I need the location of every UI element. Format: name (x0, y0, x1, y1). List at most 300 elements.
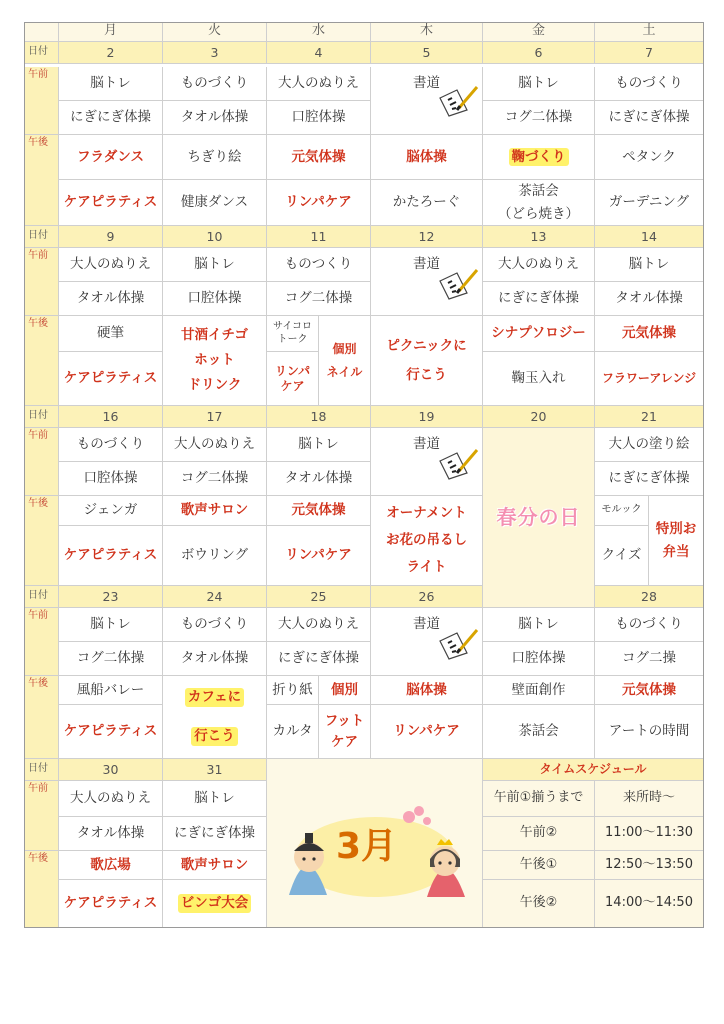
w3-shodo-text: 書道 (413, 436, 440, 452)
schedule-time-2 (595, 851, 704, 880)
w3-pm2-0-text: ケアピラティス (63, 547, 158, 564)
w3-am1-1-text: 大人のぬりえ (174, 436, 255, 453)
date-3-2 (267, 586, 371, 608)
date-2-4-text: 20 (530, 408, 547, 424)
date-3-0-text: 23 (102, 588, 119, 604)
w3-moruk-text-0: モルック (601, 504, 642, 516)
w4-foot-text-0: フット (324, 712, 365, 729)
plum-blossom-icon (403, 806, 431, 825)
am-label-3 (24, 608, 59, 676)
w3-pm1-0 (59, 496, 163, 526)
w3-am2-2 (267, 462, 371, 496)
date-2-5-text: 21 (641, 408, 657, 424)
w2-pm1-4 (483, 316, 595, 352)
w1-pm1-0-text: フラダンス (76, 148, 145, 165)
w4-am1-0 (59, 608, 163, 642)
w2-shodo-text: 書道 (413, 256, 440, 272)
w3-am1-2-text: 脳トレ (298, 436, 339, 453)
date-label-1-text: 日付 (28, 230, 48, 242)
date-0-5-text: 7 (645, 44, 653, 60)
schedule-label-2-text-0: 午後① (519, 856, 558, 872)
w4-karuta-text-0: カルタ (272, 723, 313, 740)
w1-am2-5 (595, 101, 704, 135)
w1-am1-5 (595, 67, 704, 101)
w1-pm2-4 (483, 180, 595, 226)
w1-pm1-5 (595, 135, 704, 180)
w2-am2-5 (595, 282, 704, 316)
date-2-0-text: 16 (102, 408, 119, 424)
w1-pm2-5 (595, 180, 704, 226)
w1-pm1-2-text: 元気体操 (291, 148, 346, 165)
w1-am2-2-text: 口腔体操 (291, 109, 346, 126)
w1-pm1-2 (267, 135, 371, 180)
date-2-5 (595, 406, 704, 428)
w5-am2-1 (163, 817, 267, 851)
w2-picnic-line-0: ピクニックに (386, 337, 467, 354)
w3-am1-0 (59, 428, 163, 462)
pm-label-3 (24, 676, 59, 759)
date-2-3 (371, 406, 483, 428)
w2-am1-1 (163, 248, 267, 282)
date-4-1 (163, 759, 267, 781)
date-3-5-text: 28 (641, 588, 657, 604)
w4-am1-4-text: 脳トレ (518, 616, 559, 633)
calendar-grid (24, 22, 704, 928)
date-2-3-text: 19 (418, 408, 435, 424)
w5-pm2-0 (59, 880, 163, 928)
w1-pm1-4-text: 鞠づくり (509, 148, 569, 167)
w1-am1-4-text: 脳トレ (518, 75, 559, 92)
day-header-5-text: 土 (642, 23, 656, 39)
w2-rinpa-text-0: リンパ (274, 363, 311, 378)
am-label-2 (24, 428, 59, 496)
w5-am1-0 (59, 781, 163, 817)
schedule-label-0-text-0: 午前①揃うまで (493, 790, 584, 806)
w3-am2-5-text: にぎにぎ体操 (608, 470, 690, 487)
w5-am1-1 (163, 781, 267, 817)
date-3-1 (163, 586, 267, 608)
pm-label-4 (24, 851, 59, 928)
w1-pm2-2 (267, 180, 371, 226)
w3-am1-5 (595, 428, 704, 462)
w3-am1-1 (163, 428, 267, 462)
w4-cafe-line-1: 行こう (191, 727, 238, 746)
w3-pm1-1-text: 歌声サロン (180, 502, 249, 519)
w1-shodo-text: 書道 (413, 75, 440, 91)
w5-am1-0-text: 大人のぬりえ (70, 790, 151, 807)
w5-pm2-0-text: ケアピラティス (63, 895, 158, 912)
w3-pm1-1 (163, 496, 267, 526)
w4-foot-text-1: ケア (331, 733, 358, 750)
schedule-title-text-0: タイムスケジュール (539, 762, 647, 776)
date-2-1-text: 17 (206, 408, 223, 424)
w3-ornament-line-2: ライト (406, 558, 447, 575)
schedule-label-1-text-0: 午前② (519, 825, 558, 841)
w2-pm2-4 (483, 352, 595, 406)
holiday-label: 春分の日 (496, 505, 581, 529)
date-3-2-text: 25 (310, 588, 327, 604)
w2-am2-4-text: にぎにぎ体操 (498, 290, 579, 307)
w2-pm2-0-text: ケアピラティス (63, 370, 158, 387)
w4-pm2-0-text: ケアピラティス (63, 723, 158, 740)
w5-am2-0 (59, 817, 163, 851)
w2-saikoro (267, 316, 319, 352)
w1-pm2-1-text: 健康ダンス (180, 194, 249, 211)
date-0-1-text: 3 (210, 44, 219, 60)
w1-pm1-5-text: ペタンク (622, 148, 676, 165)
schedule-time-3-text-0: 14:00〜14:50 (605, 895, 693, 911)
date-0-0-text: 2 (106, 44, 115, 60)
am-label-4-text: 午前 (28, 783, 48, 794)
w1-am2-2 (267, 101, 371, 135)
w1-am1-1-text: ものづくり (180, 75, 249, 92)
am-label-2-text: 午前 (28, 430, 48, 441)
w5-am2-1-text: にぎにぎ体操 (174, 825, 255, 842)
w3-ornament (371, 496, 483, 586)
schedule-title (483, 759, 704, 781)
date-2-2 (267, 406, 371, 428)
w3-pm1-2 (267, 496, 371, 526)
w4-am1-5-text: ものづくり (615, 616, 683, 633)
pm-label-1-text: 午後 (28, 318, 48, 329)
brush-icon (437, 84, 481, 122)
day-header-2 (267, 22, 371, 42)
w4-pm2-5-text: アートの時間 (608, 723, 690, 740)
w5-pm1-0-text: 歌広場 (90, 856, 131, 873)
day-header-3 (371, 22, 483, 42)
w1-pm2-2-text: リンパケア (285, 194, 352, 211)
date-3-1-text: 24 (206, 588, 223, 604)
w4-pm1-4-text: 壁面創作 (511, 681, 566, 698)
w2-amazake-line-1: ホット (194, 352, 235, 369)
w4-pm1-5 (595, 676, 704, 705)
w4-am2-5 (595, 642, 704, 676)
schedule-label-0 (483, 781, 595, 817)
w1-pm2-3 (371, 180, 483, 226)
w2-kobetsu-text-0: 個別 (332, 341, 357, 356)
w2-amazake (163, 316, 267, 406)
w4-pm2-3 (371, 705, 483, 759)
w2-pm1-4-text: シナプソロジー (491, 325, 586, 342)
date-label-0 (24, 42, 59, 64)
w2-pm1-0-text: 硬筆 (97, 325, 124, 342)
day-header-0 (59, 22, 163, 42)
w3-am2-0 (59, 462, 163, 496)
date-label-1 (24, 226, 59, 248)
w2-pm2-5 (595, 352, 704, 406)
w1-pm1-0 (59, 135, 163, 180)
w1-pm1-3-text: 脳体操 (406, 148, 447, 165)
date-0-0 (59, 42, 163, 64)
am-label-0-text: 午前 (28, 69, 48, 80)
w2-amazake-line-2: ドリンク (187, 376, 242, 393)
corner-cell (24, 22, 59, 42)
date-1-4 (483, 226, 595, 248)
w1-am1-2-text: 大人のぬりえ (278, 75, 359, 92)
w2-saikoro-text-1: トーク (277, 333, 308, 345)
w4-am2-5-text: コグ二操 (622, 650, 676, 667)
schedule-time-2-text-0: 12:50〜13:50 (605, 856, 693, 872)
date-3-3 (371, 586, 483, 608)
date-1-0 (59, 226, 163, 248)
w2-am1-5-text: 脳トレ (628, 256, 670, 273)
date-label-2 (24, 406, 59, 428)
date-3-5 (595, 586, 704, 608)
am-label-3-text: 午前 (28, 610, 48, 621)
date-label-2-text: 日付 (28, 410, 48, 422)
schedule-label-2 (483, 851, 595, 880)
w1-am1-5-text: ものづくり (615, 75, 683, 92)
date-0-4-text: 6 (534, 44, 543, 60)
date-1-1 (163, 226, 267, 248)
w3-pm2-1 (163, 526, 267, 586)
w4-pm1-3-text: 脳体操 (406, 681, 447, 698)
w3-pm2-1-text: ボウリング (180, 547, 249, 564)
w4-am2-4 (483, 642, 595, 676)
w4-pm1-5-text: 元気体操 (622, 681, 676, 698)
date-1-5-text: 14 (641, 228, 657, 244)
date-label-0-text: 日付 (28, 46, 48, 58)
schedule-time-1 (595, 817, 704, 851)
month-title: 3月 (336, 826, 398, 867)
w3-am1-0-text: ものづくり (76, 436, 145, 453)
w2-pm2-0 (59, 352, 163, 406)
w1-am2-0 (59, 101, 163, 135)
w2-am2-1-text: 口腔体操 (187, 290, 242, 307)
schedule-label-3 (483, 880, 595, 928)
w3-ornament-line-0: オーナメント (386, 505, 467, 522)
w1-pm2-4-line-1: （どら焼き） (498, 205, 579, 222)
w4-karuta (267, 705, 319, 759)
w2-pm1-5 (595, 316, 704, 352)
w3-am1-2 (267, 428, 371, 462)
date-0-3-text: 5 (422, 44, 431, 60)
date-2-2-text: 18 (310, 408, 327, 424)
date-4-0-text: 30 (102, 761, 119, 777)
w3-pm2-2-text: リンパケア (285, 547, 352, 564)
date-0-5 (595, 42, 704, 64)
schedule-time-3 (595, 880, 704, 928)
schedule-time-0 (595, 781, 704, 817)
date-4-1-text: 31 (206, 761, 223, 777)
day-header-0-text: 月 (103, 23, 117, 39)
w2-am2-0 (59, 282, 163, 316)
w2-am1-0 (59, 248, 163, 282)
day-header-3-text: 木 (419, 23, 433, 39)
w5-pm2-1 (163, 880, 267, 928)
w4-pm2-0 (59, 705, 163, 759)
w4-am1-4 (483, 608, 595, 642)
w2-kobetsu-text-1: ネイル (326, 364, 363, 379)
w3-pm2-0 (59, 526, 163, 586)
date-0-1 (163, 42, 267, 64)
w1-pm1-4 (483, 135, 595, 180)
w3-pm1-2-text: 元気体操 (291, 502, 346, 519)
w1-pm2-0-text: ケアピラティス (63, 194, 158, 211)
w1-am1-0-text: 脳トレ (90, 75, 131, 92)
w3-bento (649, 496, 704, 586)
w2-pm1-0 (59, 316, 163, 352)
w4-am1-2-text: 大人のぬりえ (278, 616, 359, 633)
date-0-4 (483, 42, 595, 64)
w3-am2-5 (595, 462, 704, 496)
w3-holiday-cell (483, 428, 595, 608)
w4-cafe (163, 676, 267, 759)
w4-am2-2 (267, 642, 371, 676)
w4-am1-5 (595, 608, 704, 642)
w4-kobetsu (319, 676, 371, 705)
date-label-3 (24, 586, 59, 608)
pm-label-2 (24, 496, 59, 586)
am-label-0 (24, 67, 59, 135)
w1-pm2-1 (163, 180, 267, 226)
date-1-3-text: 12 (418, 228, 435, 244)
date-0-2 (267, 42, 371, 64)
w1-am2-4 (483, 101, 595, 135)
date-0-2-text: 4 (314, 44, 323, 60)
w4-pm1-0 (59, 676, 163, 705)
date-1-1-text: 10 (206, 228, 223, 244)
w4-pm2-4 (483, 705, 595, 759)
w1-am1-2 (267, 67, 371, 101)
w5-pm1-1-text: 歌声サロン (180, 856, 249, 873)
w4-am2-1-text: タオル体操 (180, 650, 249, 667)
w2-am1-4 (483, 248, 595, 282)
w4-am2-0 (59, 642, 163, 676)
brush-icon (437, 447, 481, 485)
w1-am2-1 (163, 101, 267, 135)
w2-pm2-4-text: 鞠玉入れ (511, 370, 566, 387)
w1-am2-5-text: にぎにぎ体操 (608, 109, 690, 126)
date-1-4-text: 13 (530, 228, 547, 244)
pm-label-0 (24, 135, 59, 226)
w1-pm1-3 (371, 135, 483, 180)
date-0-3 (371, 42, 483, 64)
w2-pm2-5-text: フラワーアレンジ (601, 371, 697, 385)
w2-saikoro-text-0: サイコロ (273, 321, 312, 332)
w2-kobetsu (319, 316, 371, 406)
day-header-2-text: 水 (311, 23, 325, 39)
w1-am2-0-text: にぎにぎ体操 (70, 109, 151, 126)
w2-am1-2-text: ものつくり (284, 256, 353, 273)
w4-kobetsu-text-0: 個別 (331, 681, 358, 698)
w4-am1-1-text: ものづくり (180, 616, 249, 633)
w4-pm1-0-text: 風船バレー (76, 681, 145, 698)
w4-am2-1 (163, 642, 267, 676)
date-2-0 (59, 406, 163, 428)
pm-label-2-text: 午後 (28, 498, 48, 509)
w3-am2-1 (163, 462, 267, 496)
w4-pm2-4-text: 茶話会 (518, 723, 559, 740)
w1-pm1-1-text: ちぎり絵 (187, 148, 242, 165)
date-2-4 (483, 406, 595, 428)
w4-shodo-text: 書道 (413, 616, 440, 632)
w3-am2-2-text: タオル体操 (284, 470, 353, 487)
w4-am2-2-text: にぎにぎ体操 (278, 650, 359, 667)
w2-am2-0-text: タオル体操 (76, 290, 145, 307)
day-header-4-text: 金 (531, 23, 545, 39)
pm-label-3-text: 午後 (28, 678, 48, 689)
date-1-2-text: 11 (310, 228, 327, 244)
w4-pm1-3 (371, 676, 483, 705)
w5-am2-0-text: タオル体操 (76, 825, 145, 842)
date-1-5 (595, 226, 704, 248)
w1-pm2-4-line-0: 茶話会 (518, 182, 559, 199)
date-3-0 (59, 586, 163, 608)
w1-am2-1-text: タオル体操 (180, 109, 249, 126)
w3-ornament-line-1: お花の吊るし (386, 532, 467, 549)
w1-pm2-3-text: かたろーぐ (392, 194, 461, 211)
w2-am2-5-text: タオル体操 (615, 290, 683, 307)
w2-rinpa-text-1: ケア (280, 378, 305, 393)
w3-bento-text-1: 弁当 (662, 543, 690, 560)
date-label-4-text: 日付 (28, 763, 48, 775)
day-header-1-text: 火 (207, 23, 221, 39)
w4-pm1-4 (483, 676, 595, 705)
w2-am1-2 (267, 248, 371, 282)
w4-origami (267, 676, 319, 705)
day-header-5 (595, 22, 704, 42)
pm-label-0-text: 午後 (28, 137, 48, 148)
w3-pm1-0-text: ジェンガ (83, 502, 138, 519)
day-header-4 (483, 22, 595, 42)
w3-quiz (595, 526, 649, 586)
date-2-1 (163, 406, 267, 428)
w4-am2-0-text: コグ二体操 (76, 650, 145, 667)
day-header-1 (163, 22, 267, 42)
w1-pm2-0 (59, 180, 163, 226)
schedule-label-1 (483, 817, 595, 851)
date-1-3 (371, 226, 483, 248)
w1-am1-0 (59, 67, 163, 101)
w4-pm2-5 (595, 705, 704, 759)
schedule-time-1-text-0: 11:00〜11:30 (605, 825, 693, 841)
w4-am1-0-text: 脳トレ (90, 616, 131, 633)
w3-bento-text-0: 特別お (655, 520, 697, 537)
w1-am1-1 (163, 67, 267, 101)
w2-am1-1-text: 脳トレ (194, 256, 235, 273)
w4-pm2-3-text: リンパケア (393, 723, 460, 740)
w2-am2-4 (483, 282, 595, 316)
w5-pm2-1-text: ビンゴ大会 (178, 894, 252, 913)
am-label-1-text: 午前 (28, 250, 48, 261)
w1-pm1-1 (163, 135, 267, 180)
w1-am1-4 (483, 67, 595, 101)
w2-rinpa (267, 352, 319, 406)
brush-icon (437, 627, 481, 665)
w5-am1-1-text: 脳トレ (194, 790, 235, 807)
w4-am1-1 (163, 608, 267, 642)
w4-origami-text-0: 折り紙 (272, 681, 313, 698)
w3-moruk (595, 496, 649, 526)
w2-pm1-5-text: 元気体操 (622, 325, 676, 342)
w1-am2-4-text: コグ二体操 (504, 109, 573, 126)
w1-pm2-5-text: ガーデニング (608, 194, 690, 211)
w2-am2-1 (163, 282, 267, 316)
date-4-0 (59, 759, 163, 781)
w2-am2-2-text: コグ二体操 (284, 290, 353, 307)
w2-am1-0-text: 大人のぬりえ (70, 256, 151, 273)
w2-amazake-line-0: 甘酒イチゴ (181, 327, 248, 344)
w4-cafe-line-0: カフェに (185, 688, 244, 707)
date-1-0-text: 9 (106, 228, 115, 244)
w3-pm2-2 (267, 526, 371, 586)
date-1-2 (267, 226, 371, 248)
schedule-time-0-text-0: 来所時〜 (622, 790, 675, 806)
w2-am2-2 (267, 282, 371, 316)
w3-quiz-text-0: クイズ (601, 547, 642, 564)
w2-am1-4-text: 大人のぬりえ (498, 256, 579, 273)
